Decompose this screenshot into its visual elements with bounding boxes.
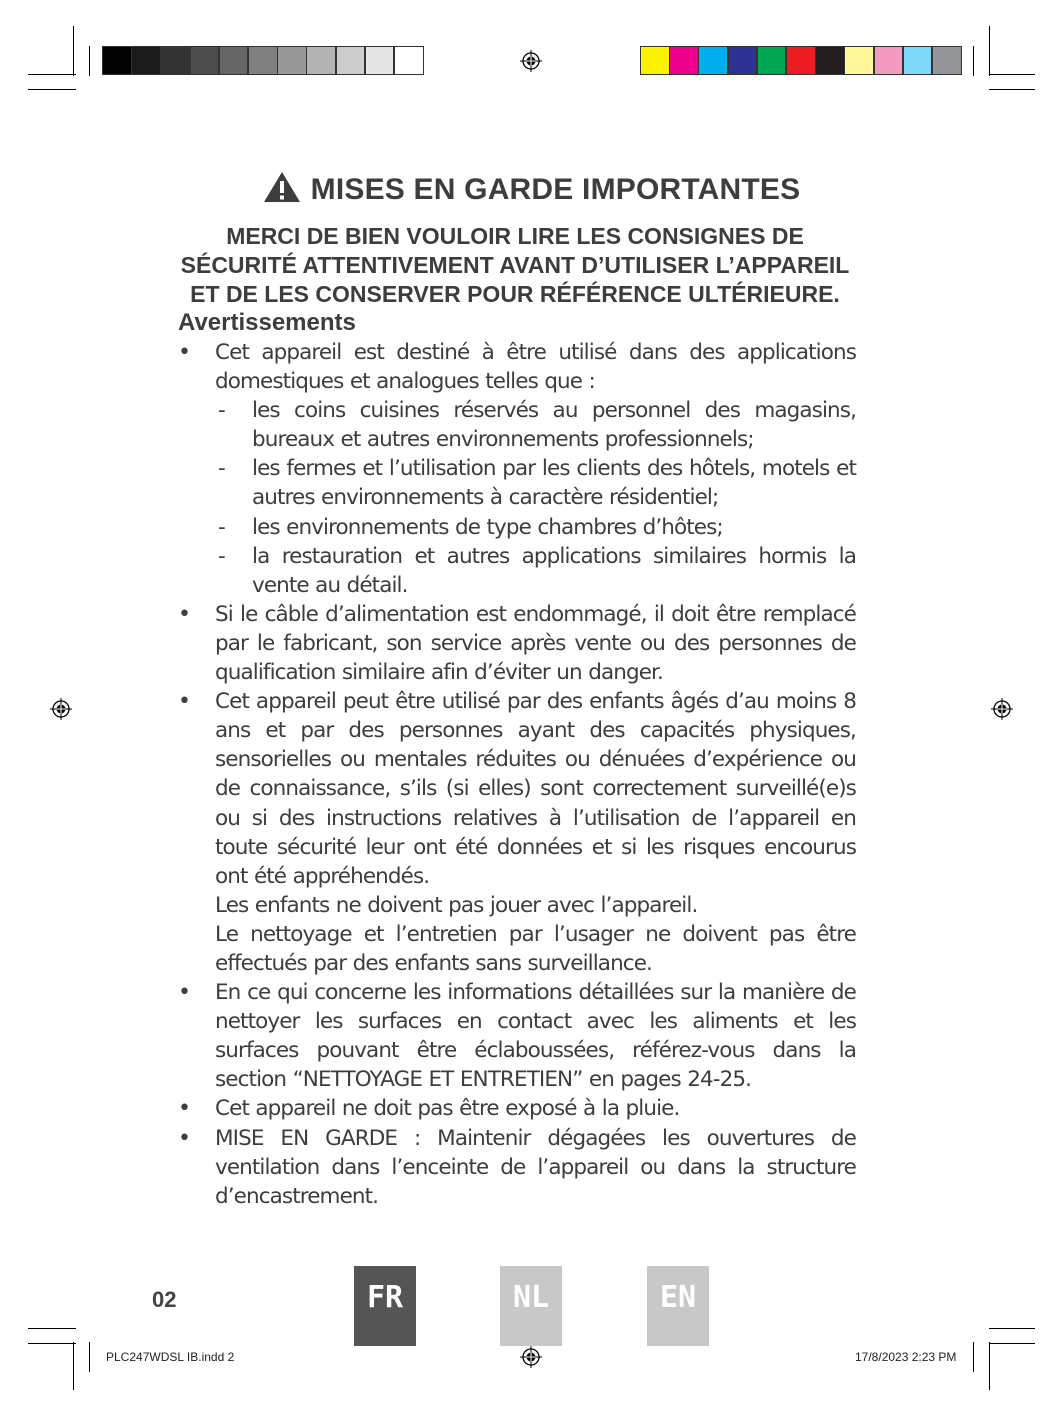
gray-swatch bbox=[219, 46, 249, 75]
list-item bbox=[178, 338, 856, 396]
sub-list-item bbox=[178, 454, 856, 512]
list-item-text: En ce qui concerne les informations détaillées sur la manière de nettoyer les surfaces en contact avec les aliments et les surfaces pouvant être éclaboussées, référez-vous dans la section “NETTOYAGE ET ENTRETIEN” en pages 24-25. bbox=[215, 980, 856, 1093]
registration-mark-icon bbox=[991, 698, 1013, 720]
sub-list-item bbox=[178, 513, 856, 542]
warning-icon bbox=[263, 171, 301, 203]
language-tab-fr[interactable]: FR bbox=[354, 1266, 416, 1346]
file-slug: PLC247WDSL IB.indd 2 bbox=[106, 1350, 235, 1364]
sub-list-item bbox=[178, 542, 856, 600]
sub-list-item-text: la restauration et autres applications similaires hormis la vente au détail. bbox=[252, 543, 856, 598]
list-item bbox=[178, 978, 856, 1094]
list-item bbox=[178, 1124, 856, 1211]
color-swatch bbox=[844, 46, 874, 75]
color-swatch bbox=[815, 46, 845, 75]
section-title: Avertissements bbox=[178, 309, 356, 336]
list-item-text: Cet appareil ne doit pas être exposé à la pluie. bbox=[215, 1096, 680, 1122]
gray-swatch bbox=[248, 46, 278, 75]
warnings-list bbox=[178, 338, 856, 1211]
gray-swatch bbox=[306, 46, 336, 75]
list-item bbox=[178, 1094, 856, 1123]
language-tab-en[interactable]: EN bbox=[647, 1266, 709, 1346]
color-swatch bbox=[932, 46, 962, 75]
color-swatch bbox=[669, 46, 699, 75]
gray-swatch bbox=[131, 46, 161, 75]
color-swatch bbox=[874, 46, 904, 75]
gray-swatch bbox=[102, 46, 132, 75]
safety-subheading: MERCI DE BIEN VOULOIR LIRE LES CONSIGNES DE SÉCURITÉ ATTENTIVEMENT AVANT D’UTILISER L’APPAREIL ET DE LES CONSERVER POUR RÉFÉRENCE ULTÉRIEURE. bbox=[180, 223, 850, 307]
sub-list-item-text: les fermes et l’utilisation par les clients des hôtels, motels et autres environnements à caractère résidentiel; bbox=[252, 456, 856, 511]
gray-swatch bbox=[336, 46, 366, 75]
gray-swatch bbox=[160, 46, 190, 75]
list-item-text: Cet appareil est destiné à être utilisé dans des applications domestiques et analogues telles que : bbox=[215, 340, 856, 395]
color-swatch bbox=[698, 46, 728, 75]
registration-mark-icon bbox=[520, 1346, 542, 1368]
sub-list-item bbox=[178, 396, 856, 454]
color-swatch bbox=[786, 46, 816, 75]
gray-swatch bbox=[277, 46, 307, 75]
list-item bbox=[178, 600, 856, 687]
color-swatch bbox=[728, 46, 758, 75]
list-item-paragraph: Le nettoyage et l’entretien par l’usager ne doivent pas être effectués par des enfants sans surveillance. bbox=[215, 921, 856, 976]
list-item bbox=[178, 687, 856, 891]
page-number: 02 bbox=[152, 1287, 177, 1312]
registration-mark-icon bbox=[520, 50, 542, 72]
color-swatch bbox=[903, 46, 933, 75]
page-title bbox=[0, 171, 1063, 207]
gray-swatch bbox=[190, 46, 220, 75]
registration-mark-icon bbox=[50, 698, 72, 720]
list-item-text: Cet appareil peut être utilisé par des enfants âgés d’au moins 8 ans et par des personnes ayant des capacités physiques, sensorielles ou mentales réduites ou dénuées d’expérience ou de connaissance, s’ils (si elles) sont correctement surveillé(e)s ou si des instructions relatives à l’utilisation de l’appareil en toute sécurité leur ont été données et si les risques encourus ont été appréhendés. bbox=[215, 689, 856, 889]
page-title-text: MISES EN GARDE IMPORTANTES bbox=[310, 173, 801, 206]
date-slug: 17/8/2023 2:23 PM bbox=[855, 1350, 957, 1364]
list-item-text: Si le câble d’alimentation est endommagé, il doit être remplacé par le fabricant, son service après vente ou des personnes de qualification similaire afin d’éviter un danger. bbox=[215, 601, 856, 686]
color-swatch bbox=[640, 46, 670, 75]
color-swatch bbox=[757, 46, 787, 75]
list-item-text: MISE EN GARDE : Maintenir dégagées les ouvertures de ventilation dans l’enceinte de l’appareil ou dans la structure d’encastrement. bbox=[215, 1125, 856, 1209]
language-tab-nl[interactable]: NL bbox=[500, 1266, 562, 1346]
gray-swatch bbox=[365, 46, 395, 75]
gray-swatch bbox=[394, 46, 424, 75]
sub-list-item-text: les coins cuisines réservés au personnel des magasins, bureaux et autres environnements professionnels; bbox=[252, 398, 856, 453]
list-item-paragraph: Les enfants ne doivent pas jouer avec l’appareil. bbox=[215, 892, 698, 918]
sub-list-item-text: les environnements de type chambres d’hôtes; bbox=[252, 514, 723, 540]
